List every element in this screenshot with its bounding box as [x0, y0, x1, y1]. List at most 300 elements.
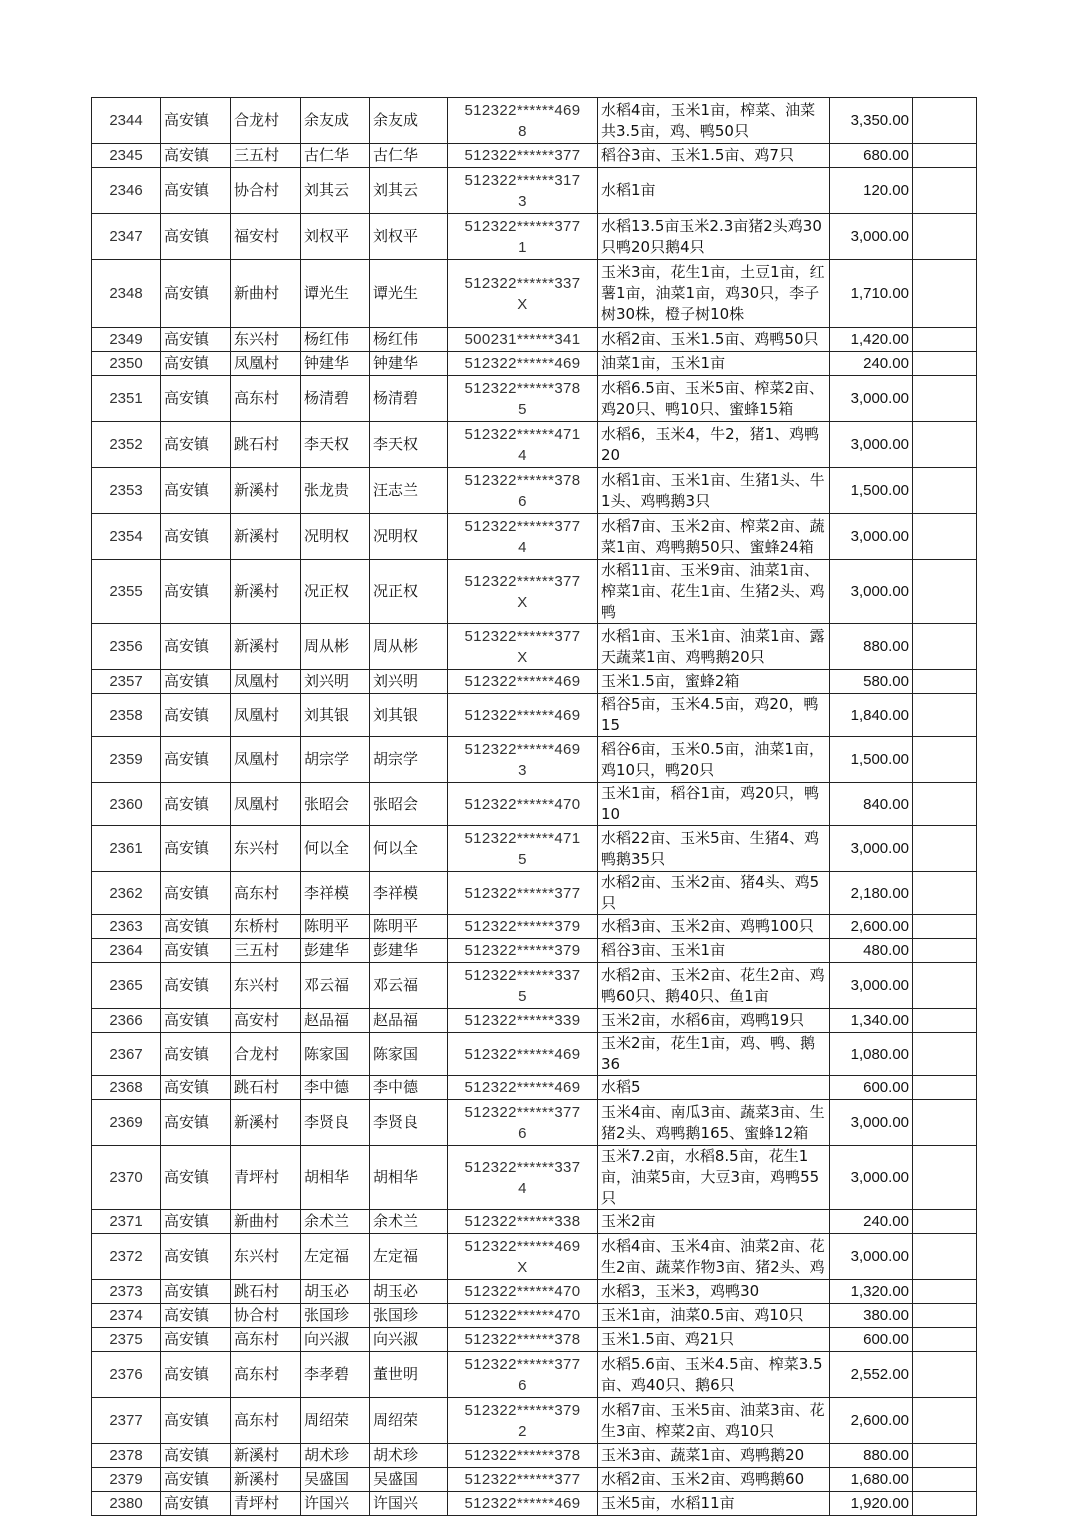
- id-main: 512322******470: [464, 1283, 581, 1300]
- id-tail: 6: [518, 1376, 527, 1394]
- name-cell: 周绍荣: [301, 1398, 370, 1444]
- row-number: 2355: [92, 560, 161, 624]
- town-cell: 高安镇: [161, 1234, 231, 1280]
- id-number-cell: [448, 1280, 598, 1304]
- village-cell: 凤凰村: [231, 352, 301, 376]
- town-cell: 高安镇: [161, 422, 231, 468]
- id-main: 512322******338: [464, 1213, 581, 1230]
- id-number-cell: [448, 98, 598, 144]
- id-main: 512322******469: [464, 1079, 581, 1096]
- table-row: [92, 783, 977, 826]
- remark-cell: [913, 1033, 977, 1076]
- id-number-cell: [448, 468, 598, 514]
- id-main: 512322******317: [464, 171, 581, 189]
- id-number-cell: [448, 260, 598, 328]
- row-number: 2349: [92, 328, 161, 352]
- row-number: 2366: [92, 1009, 161, 1033]
- village-cell: 新曲村: [231, 260, 301, 328]
- representative-cell: 何以全: [370, 826, 448, 872]
- amount-cell: 840.00: [830, 783, 913, 826]
- village-cell: 高东村: [231, 1352, 301, 1398]
- id-main: 512322******469: [464, 740, 581, 758]
- name-cell: 胡术珍: [301, 1444, 370, 1468]
- representative-cell: 刘其云: [370, 168, 448, 214]
- representative-cell: 汪志兰: [370, 468, 448, 514]
- id-number-cell: [448, 144, 598, 168]
- village-cell: 新溪村: [231, 560, 301, 624]
- amount-cell: 1,500.00: [830, 737, 913, 783]
- table-row: [92, 1234, 977, 1280]
- description-cell: 水稻6，玉米4，牛2，猪1、鸡鸭20: [598, 422, 830, 468]
- remark-cell: [913, 1210, 977, 1234]
- row-number: 2344: [92, 98, 161, 144]
- id-main: 512322******377: [464, 217, 581, 235]
- name-cell: 李中德: [301, 1076, 370, 1100]
- village-cell: 协合村: [231, 168, 301, 214]
- village-cell: 凤凰村: [231, 694, 301, 737]
- id-main: 512322******469: [464, 1495, 581, 1512]
- id-tail: 6: [518, 1124, 527, 1142]
- town-cell: 高安镇: [161, 1009, 231, 1033]
- amount-cell: 2,600.00: [830, 915, 913, 939]
- id-tail: X: [517, 1258, 528, 1276]
- description-cell: 水稻3，玉米3，鸡鸭30: [598, 1280, 830, 1304]
- village-cell: 东兴村: [231, 328, 301, 352]
- row-number: 2379: [92, 1468, 161, 1492]
- id-main: 512322******470: [464, 1307, 581, 1324]
- town-cell: 高安镇: [161, 1280, 231, 1304]
- id-number-cell: [448, 422, 598, 468]
- table-row: [92, 1280, 977, 1304]
- remark-cell: [913, 1304, 977, 1328]
- village-cell: 高东村: [231, 1328, 301, 1352]
- representative-cell: 杨红伟: [370, 328, 448, 352]
- representative-cell: 左定福: [370, 1234, 448, 1280]
- amount-cell: 1,320.00: [830, 1280, 913, 1304]
- village-cell: 协合村: [231, 1304, 301, 1328]
- town-cell: 高安镇: [161, 1492, 231, 1516]
- id-main: 512322******377: [464, 147, 581, 164]
- remark-cell: [913, 1076, 977, 1100]
- id-tail: 6: [518, 492, 527, 510]
- description-cell: 玉米4亩、南瓜3亩、蔬菜3亩、生猪2头、鸡鸭鹅165、蜜蜂12箱: [598, 1100, 830, 1146]
- village-cell: 三五村: [231, 144, 301, 168]
- id-tail: 3: [518, 761, 527, 779]
- village-cell: 凤凰村: [231, 783, 301, 826]
- row-number: 2372: [92, 1234, 161, 1280]
- id-main: 512322******379: [464, 1401, 581, 1419]
- representative-cell: 彭建华: [370, 939, 448, 963]
- village-cell: 东兴村: [231, 1234, 301, 1280]
- id-number-cell: [448, 560, 598, 624]
- name-cell: 左定福: [301, 1234, 370, 1280]
- name-cell: 张国珍: [301, 1304, 370, 1328]
- table-row: [92, 144, 977, 168]
- id-tail: 1: [518, 238, 527, 256]
- name-cell: 杨清碧: [301, 376, 370, 422]
- village-cell: 凤凰村: [231, 737, 301, 783]
- village-cell: 东兴村: [231, 826, 301, 872]
- id-number-cell: [448, 963, 598, 1009]
- row-number: 2351: [92, 376, 161, 422]
- id-tail: 8: [518, 122, 527, 140]
- name-cell: 胡相华: [301, 1146, 370, 1210]
- representative-cell: 胡宗学: [370, 737, 448, 783]
- town-cell: 高安镇: [161, 783, 231, 826]
- description-cell: 水稻2亩、玉米2亩、猪4头、鸡5只: [598, 872, 830, 915]
- village-cell: 高安村: [231, 1009, 301, 1033]
- village-cell: 新溪村: [231, 514, 301, 560]
- amount-cell: 1,840.00: [830, 694, 913, 737]
- row-number: 2345: [92, 144, 161, 168]
- remark-cell: [913, 1100, 977, 1146]
- description-cell: 玉米2亩: [598, 1210, 830, 1234]
- representative-cell: 刘权平: [370, 214, 448, 260]
- table-row: [92, 328, 977, 352]
- id-number-cell: [448, 624, 598, 670]
- table-row: [92, 1076, 977, 1100]
- remark-cell: [913, 939, 977, 963]
- table-row: [92, 352, 977, 376]
- village-cell: 跳石村: [231, 1280, 301, 1304]
- description-cell: 水稻5.6亩、玉米4.5亩、榨菜3.5亩、鸡40只、鹅6只: [598, 1352, 830, 1398]
- row-number: 2380: [92, 1492, 161, 1516]
- id-tail: 4: [518, 1179, 527, 1197]
- town-cell: 高安镇: [161, 214, 231, 260]
- row-number: 2367: [92, 1033, 161, 1076]
- representative-cell: 董世明: [370, 1352, 448, 1398]
- amount-cell: 1,500.00: [830, 468, 913, 514]
- id-tail: X: [517, 593, 528, 611]
- id-number-cell: [448, 1033, 598, 1076]
- remark-cell: [913, 214, 977, 260]
- name-cell: 刘其银: [301, 694, 370, 737]
- remark-cell: [913, 1444, 977, 1468]
- table-row: [92, 260, 977, 328]
- amount-cell: 3,000.00: [830, 214, 913, 260]
- id-number-cell: [448, 328, 598, 352]
- representative-cell: 周绍荣: [370, 1398, 448, 1444]
- remark-cell: [913, 694, 977, 737]
- town-cell: 高安镇: [161, 915, 231, 939]
- town-cell: 高安镇: [161, 328, 231, 352]
- id-main: 512322******469: [464, 1045, 581, 1063]
- id-main: 512322******469: [464, 1237, 581, 1255]
- id-main: 512322******471: [464, 829, 581, 847]
- description-cell: 水稻11亩、玉米9亩、油菜1亩、榨菜1亩、花生1亩、生猪2头、鸡鸭: [598, 560, 830, 624]
- town-cell: 高安镇: [161, 168, 231, 214]
- amount-cell: 3,000.00: [830, 963, 913, 1009]
- name-cell: 张龙贵: [301, 468, 370, 514]
- name-cell: 张昭会: [301, 783, 370, 826]
- amount-cell: 240.00: [830, 352, 913, 376]
- id-tail: 3: [518, 192, 527, 210]
- row-number: 2375: [92, 1328, 161, 1352]
- description-cell: 水稻13.5亩玉米2.3亩猪2头鸡30只鸭20只鹅4只: [598, 214, 830, 260]
- row-number: 2357: [92, 670, 161, 694]
- name-cell: 古仁华: [301, 144, 370, 168]
- amount-cell: 1,340.00: [830, 1009, 913, 1033]
- id-number-cell: [448, 1076, 598, 1100]
- amount-cell: 240.00: [830, 1210, 913, 1234]
- id-number-cell: [448, 783, 598, 826]
- row-number: 2364: [92, 939, 161, 963]
- town-cell: 高安镇: [161, 468, 231, 514]
- name-cell: 李祥模: [301, 872, 370, 915]
- town-cell: 高安镇: [161, 1076, 231, 1100]
- id-main: 512322******377: [464, 1355, 581, 1373]
- name-cell: 谭光生: [301, 260, 370, 328]
- id-main: 512322******469: [464, 355, 581, 372]
- row-number: 2376: [92, 1352, 161, 1398]
- table-body: [92, 98, 977, 1516]
- id-number-cell: [448, 1304, 598, 1328]
- id-tail: X: [517, 648, 528, 666]
- village-cell: 新溪村: [231, 1468, 301, 1492]
- description-cell: 玉米1.5亩，蜜蜂2箱: [598, 670, 830, 694]
- representative-cell: 许国兴: [370, 1492, 448, 1516]
- amount-cell: 3,000.00: [830, 376, 913, 422]
- town-cell: 高安镇: [161, 963, 231, 1009]
- id-main: 512322******469: [464, 706, 581, 724]
- row-number: 2362: [92, 872, 161, 915]
- name-cell: 钟建华: [301, 352, 370, 376]
- row-number: 2365: [92, 963, 161, 1009]
- row-number: 2361: [92, 826, 161, 872]
- table-row: [92, 915, 977, 939]
- remark-cell: [913, 624, 977, 670]
- id-number-cell: [448, 1444, 598, 1468]
- name-cell: 李孝碧: [301, 1352, 370, 1398]
- representative-cell: 胡相华: [370, 1146, 448, 1210]
- description-cell: 稻谷6亩，玉米0.5亩，油菜1亩，鸡10只，鸭20只: [598, 737, 830, 783]
- row-number: 2358: [92, 694, 161, 737]
- id-number-cell: [448, 168, 598, 214]
- amount-cell: 2,180.00: [830, 872, 913, 915]
- village-cell: 合龙村: [231, 1033, 301, 1076]
- amount-cell: 880.00: [830, 1444, 913, 1468]
- row-number: 2352: [92, 422, 161, 468]
- remark-cell: [913, 168, 977, 214]
- row-number: 2378: [92, 1444, 161, 1468]
- village-cell: 高东村: [231, 1398, 301, 1444]
- description-cell: 玉米1.5亩、鸡21只: [598, 1328, 830, 1352]
- amount-cell: 3,000.00: [830, 1100, 913, 1146]
- id-tail: 5: [518, 400, 527, 418]
- village-cell: 新溪村: [231, 1100, 301, 1146]
- representative-cell: 李天权: [370, 422, 448, 468]
- amount-cell: 3,000.00: [830, 514, 913, 560]
- name-cell: 余友成: [301, 98, 370, 144]
- representative-cell: 李祥模: [370, 872, 448, 915]
- description-cell: 水稻4亩，玉米1亩，榨菜、油菜共3.5亩，鸡、鸭50只: [598, 98, 830, 144]
- town-cell: 高安镇: [161, 670, 231, 694]
- name-cell: 胡宗学: [301, 737, 370, 783]
- town-cell: 高安镇: [161, 939, 231, 963]
- id-number-cell: [448, 214, 598, 260]
- representative-cell: 陈家国: [370, 1033, 448, 1076]
- remark-cell: [913, 260, 977, 328]
- town-cell: 高安镇: [161, 98, 231, 144]
- name-cell: 吴盛国: [301, 1468, 370, 1492]
- amount-cell: 3,350.00: [830, 98, 913, 144]
- town-cell: 高安镇: [161, 1468, 231, 1492]
- row-number: 2373: [92, 1280, 161, 1304]
- representative-cell: 胡玉必: [370, 1280, 448, 1304]
- description-cell: 水稻4亩、玉米4亩、油菜2亩、花生2亩、蔬菜作物3亩、猪2头、鸡: [598, 1234, 830, 1280]
- amount-cell: 580.00: [830, 670, 913, 694]
- representative-cell: 邓云福: [370, 963, 448, 1009]
- id-main: 512322******471: [464, 425, 581, 443]
- table-row: [92, 1398, 977, 1444]
- remark-cell: [913, 98, 977, 144]
- remark-cell: [913, 737, 977, 783]
- id-number-cell: [448, 1468, 598, 1492]
- town-cell: 高安镇: [161, 560, 231, 624]
- id-main: 500231******341: [464, 331, 581, 348]
- id-number-cell: [448, 872, 598, 915]
- table-row: [92, 376, 977, 422]
- description-cell: 油菜1亩，玉米1亩: [598, 352, 830, 376]
- id-main: 512322******377: [464, 884, 581, 902]
- amount-cell: 1,080.00: [830, 1033, 913, 1076]
- name-cell: 李贤良: [301, 1100, 370, 1146]
- remark-cell: [913, 1009, 977, 1033]
- description-cell: 玉米1亩，油菜0.5亩、鸡10只: [598, 1304, 830, 1328]
- id-number-cell: [448, 694, 598, 737]
- remark-cell: [913, 422, 977, 468]
- representative-cell: 谭光生: [370, 260, 448, 328]
- subsidy-table: [91, 97, 977, 1516]
- id-number-cell: [448, 1146, 598, 1210]
- id-main: 512322******379: [464, 942, 581, 959]
- amount-cell: 3,000.00: [830, 560, 913, 624]
- id-number-cell: [448, 1234, 598, 1280]
- village-cell: 新曲村: [231, 1210, 301, 1234]
- id-main: 512322******337: [464, 966, 581, 984]
- description-cell: 玉米2亩，水稻6亩，鸡鸭19只: [598, 1009, 830, 1033]
- row-number: 2356: [92, 624, 161, 670]
- id-main: 512322******470: [464, 795, 581, 813]
- remark-cell: [913, 560, 977, 624]
- town-cell: 高安镇: [161, 624, 231, 670]
- town-cell: 高安镇: [161, 260, 231, 328]
- row-number: 2353: [92, 468, 161, 514]
- id-main: 512322******377: [464, 572, 581, 590]
- id-tail: X: [517, 295, 528, 313]
- amount-cell: 3,000.00: [830, 1146, 913, 1210]
- remark-cell: [913, 1328, 977, 1352]
- row-number: 2368: [92, 1076, 161, 1100]
- table-row: [92, 168, 977, 214]
- description-cell: 玉米7.2亩，水稻8.5亩，花生1亩，油菜5亩，大豆3亩，鸡鸭55只: [598, 1146, 830, 1210]
- town-cell: 高安镇: [161, 1328, 231, 1352]
- id-number-cell: [448, 514, 598, 560]
- town-cell: 高安镇: [161, 376, 231, 422]
- representative-cell: 向兴淑: [370, 1328, 448, 1352]
- row-number: 2354: [92, 514, 161, 560]
- row-number: 2360: [92, 783, 161, 826]
- remark-cell: [913, 376, 977, 422]
- id-number-cell: [448, 915, 598, 939]
- representative-cell: 余友成: [370, 98, 448, 144]
- representative-cell: 李贤良: [370, 1100, 448, 1146]
- name-cell: 赵品福: [301, 1009, 370, 1033]
- village-cell: 三五村: [231, 939, 301, 963]
- row-number: 2369: [92, 1100, 161, 1146]
- town-cell: 高安镇: [161, 1146, 231, 1210]
- row-number: 2359: [92, 737, 161, 783]
- id-main: 512322******469: [464, 101, 581, 119]
- remark-cell: [913, 1352, 977, 1398]
- id-number-cell: [448, 1492, 598, 1516]
- village-cell: 高东村: [231, 872, 301, 915]
- town-cell: 高安镇: [161, 514, 231, 560]
- amount-cell: 3,000.00: [830, 826, 913, 872]
- name-cell: 陈明平: [301, 915, 370, 939]
- table-row: [92, 1146, 977, 1210]
- name-cell: 刘兴明: [301, 670, 370, 694]
- name-cell: 杨红伟: [301, 328, 370, 352]
- table-row: [92, 1492, 977, 1516]
- town-cell: 高安镇: [161, 1444, 231, 1468]
- name-cell: 刘其云: [301, 168, 370, 214]
- name-cell: 况正权: [301, 560, 370, 624]
- town-cell: 高安镇: [161, 694, 231, 737]
- name-cell: 陈家国: [301, 1033, 370, 1076]
- remark-cell: [913, 468, 977, 514]
- village-cell: 合龙村: [231, 98, 301, 144]
- town-cell: 高安镇: [161, 1304, 231, 1328]
- representative-cell: 陈明平: [370, 915, 448, 939]
- id-main: 512322******379: [464, 918, 581, 935]
- town-cell: 高安镇: [161, 144, 231, 168]
- row-number: 2377: [92, 1398, 161, 1444]
- name-cell: 况明权: [301, 514, 370, 560]
- representative-cell: 古仁华: [370, 144, 448, 168]
- description-cell: 水稻5: [598, 1076, 830, 1100]
- description-cell: 玉米3亩，花生1亩，土豆1亩，红薯1亩，油菜1亩，鸡30只，李子树30株，橙子树10株: [598, 260, 830, 328]
- village-cell: 东兴村: [231, 963, 301, 1009]
- amount-cell: 1,420.00: [830, 328, 913, 352]
- town-cell: 高安镇: [161, 826, 231, 872]
- id-main: 512322******377: [464, 517, 581, 535]
- description-cell: 玉米5亩，水稻11亩: [598, 1492, 830, 1516]
- amount-cell: 480.00: [830, 939, 913, 963]
- name-cell: 彭建华: [301, 939, 370, 963]
- remark-cell: [913, 514, 977, 560]
- table-row: [92, 1352, 977, 1398]
- id-number-cell: [448, 1210, 598, 1234]
- name-cell: 李天权: [301, 422, 370, 468]
- village-cell: 跳石村: [231, 1076, 301, 1100]
- table-row: [92, 514, 977, 560]
- id-tail: 2: [518, 1422, 527, 1440]
- id-main: 512322******378: [464, 1331, 581, 1348]
- description-cell: 水稻3亩、玉米2亩、鸡鸭100只: [598, 915, 830, 939]
- table-row: [92, 939, 977, 963]
- remark-cell: [913, 670, 977, 694]
- village-cell: 新溪村: [231, 624, 301, 670]
- remark-cell: [913, 352, 977, 376]
- representative-cell: 余术兰: [370, 1210, 448, 1234]
- id-tail: 5: [518, 987, 527, 1005]
- representative-cell: 刘兴明: [370, 670, 448, 694]
- village-cell: 青坪村: [231, 1146, 301, 1210]
- id-number-cell: [448, 1398, 598, 1444]
- description-cell: 玉米2亩，花生1亩，鸡、鸭、鹅36: [598, 1033, 830, 1076]
- name-cell: 刘权平: [301, 214, 370, 260]
